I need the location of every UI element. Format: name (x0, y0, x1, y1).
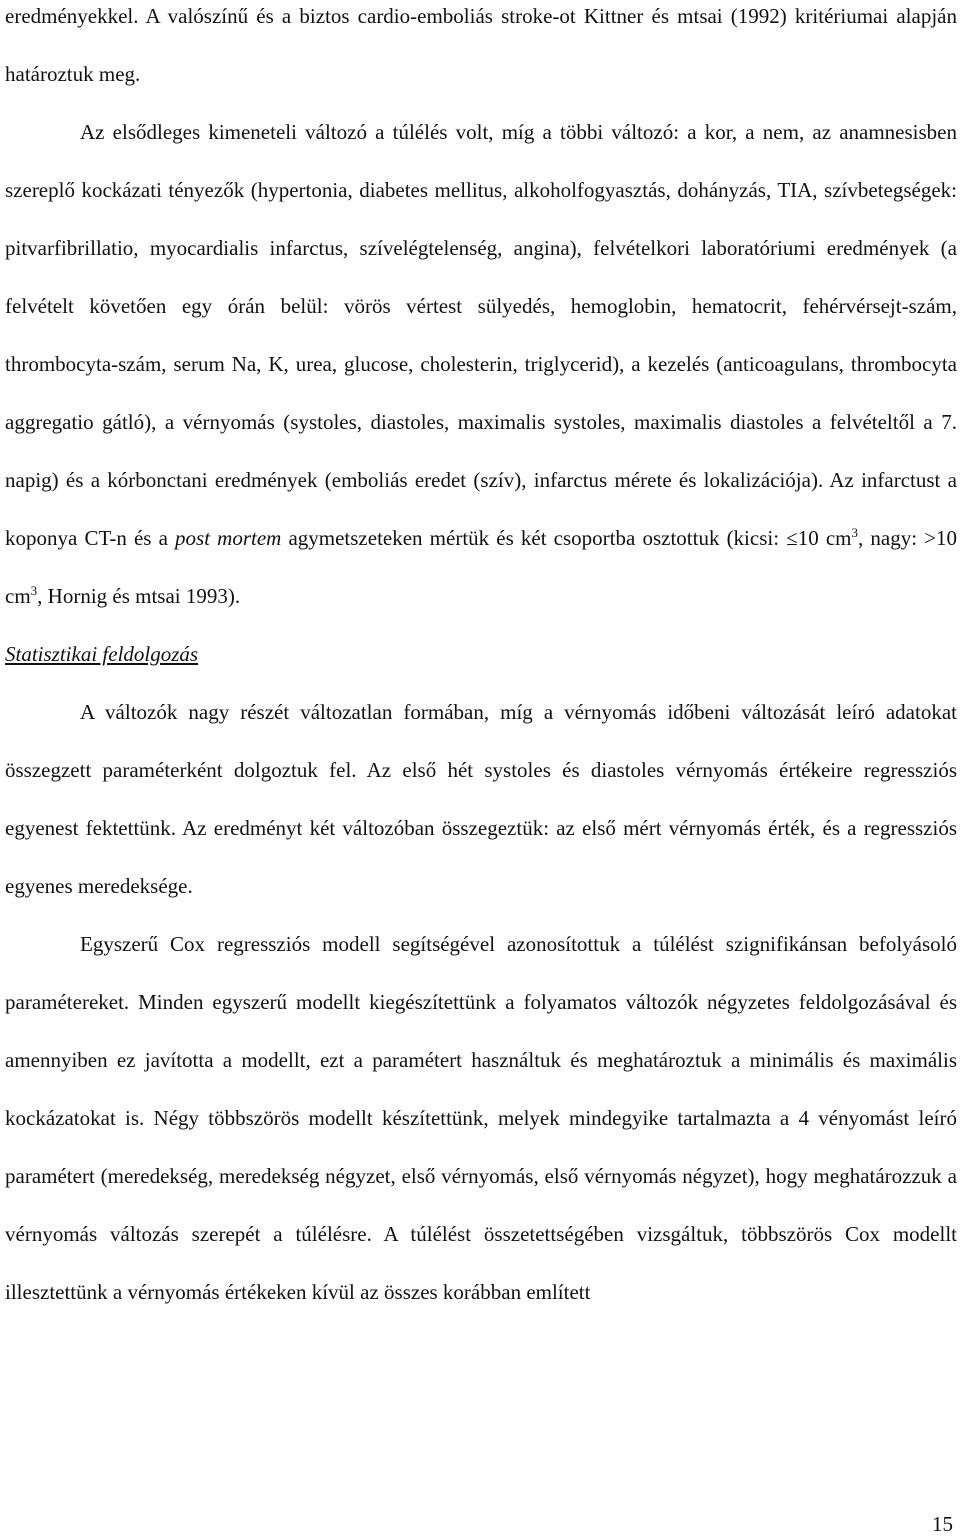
paragraph-statistics-1-text: A változók nagy részét változatlan formában, míg a vérnyomás időbeni változását leíró adatokat összegzett paraméterként dolgoztuk fel. Az első hét systoles és diastoles vérnyomás értékeire regressziós egyenest fektettünk. Az eredményt két változóban összegeztük: az első mért vérnyomás érték, és a regressziós egyenes meredeksége. (5, 700, 957, 898)
paragraph-variables-text-a: Az elsődleges kimeneteli változó a túlélés volt, míg a többi változó: a kor, a nem, az anamnesisben szereplő kockázati tényezők (hypertonia, diabetes mellitus, alkoholfogyasztás, dohányzás, TIA, szívbetegségek: pitvarfibrillatio, myocardialis infarctus, szívelégtelenség, angina), felvételkori laboratóriumi eredmények (a felvételt követően egy órán belül: vörös vértest sülyedés, hemoglobin, hematocrit, fehérvérsejt-szám, thrombocyta-szám, serum Na, K, urea, glucose, cholesterin, triglycerid), a kezelés (anticoagulans, thrombocyta aggregatio gátló), a vérnyomás (systoles, diastoles, maximalis systoles, maximalis diastoles a felvételtől a 7. napig) és a kórbonctani eredmények (emboliás eredet (szív), infarctus mérete és lokalizációja). Az infarctust a koponya CT-n és a (5, 120, 957, 550)
paragraph-variables-text-c: , nagy: >10 cm (5, 526, 957, 608)
document-page (5, 0, 957, 1321)
paragraph-statistics-2-text: Egyszerű Cox regressziós modell segítségével azonosítottuk a túlélést szignifikánsan befolyásoló paramétereket. Minden egyszerű modellt kiegészítettünk a folyamatos változók négyzetes feldolgozásával és amennyiben ez javította a modellt, ezt a paramétert használtuk és meghatároztuk a minimális és maximális kockázatokat is. Négy többszörös modellt készítettünk, melyek mindegyike tartalmazta a 4 vényomást leíró paramétert (meredekség, meredekség négyzet, első vérnyomás, első vérnyomás négyzet), hogy meghatározzuk a vérnyomás változás szerepét a túlélésre. A túlélést összetettségében vizsgáltuk, többszörös Cox modellt illesztettünk a vérnyomás értékeken kívül az összes korábban említett (5, 932, 957, 1304)
superscript-cube-2: 3 (30, 583, 38, 598)
paragraph-variables-italic: post mortem (175, 526, 282, 550)
paragraph-intro-text: eredményekkel. A valószínű és a biztos cardio-emboliás stroke-ot Kittner és mtsai (1992) kritériumai alapján határoztuk meg. (5, 4, 957, 86)
paragraph-statistics-2 (5, 915, 957, 1321)
paragraph-variables (5, 103, 957, 625)
section-heading (5, 625, 957, 683)
section-heading-text: Statisztikai feldolgozás (5, 642, 199, 666)
superscript-cube-1: 3 (851, 525, 858, 540)
page-number: 15 (932, 1512, 953, 1536)
paragraph-intro (5, 0, 957, 103)
paragraph-variables-text-d: , Hornig és mtsai 1993). (37, 584, 241, 608)
paragraph-statistics-1 (5, 683, 957, 915)
paragraph-variables-text-b: agymetszeteken mértük és két csoportba osztottuk (kicsi: ≤10 cm (281, 526, 852, 550)
